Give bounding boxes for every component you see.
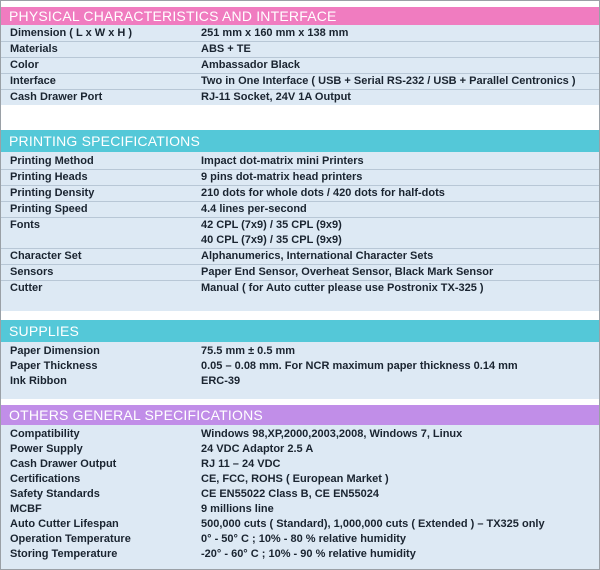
spec-row <box>1 547 599 562</box>
spec-value: ABS + TE <box>201 43 251 55</box>
spec-row <box>1 90 599 105</box>
section-header <box>1 405 599 425</box>
spec-label: Interface <box>10 75 56 87</box>
spec-label: Power Supply <box>10 443 83 455</box>
spec-value: Windows 98,XP,2000,2003,2008, Windows 7, Linux <box>201 428 463 440</box>
section-title: PHYSICAL CHARACTERISTICS AND INTERFACE <box>9 8 337 24</box>
spec-value: CE, FCC, ROHS ( European Market ) <box>201 473 389 485</box>
spec-row <box>1 154 599 170</box>
spec-value: Ambassador Black <box>201 59 301 71</box>
spec-value: 500,000 cuts ( Standard), 1,000,000 cuts ( Extended ) – TX325 only <box>201 518 545 530</box>
spec-label: Printing Heads <box>10 171 88 183</box>
spec-row <box>1 427 599 442</box>
spec-label: Safety Standards <box>10 488 100 500</box>
spec-value: Manual ( for Auto cutter please use Postronix TX-325 ) <box>201 282 484 294</box>
spec-row <box>1 359 599 374</box>
spec-row <box>1 457 599 472</box>
section-printing <box>1 130 599 311</box>
spec-row <box>1 472 599 487</box>
spec-row <box>1 202 599 218</box>
spec-label: Character Set <box>10 250 82 262</box>
spec-value: Paper End Sensor, Overheat Sensor, Black Mark Sensor <box>201 266 494 278</box>
spec-row <box>1 281 599 296</box>
section-title: OTHERS GENERAL SPECIFICATIONS <box>9 407 263 423</box>
spec-row <box>1 58 599 74</box>
spec-label: Sensors <box>10 266 54 278</box>
spec-label: Color <box>10 59 39 71</box>
spec-row <box>1 344 599 359</box>
section-general <box>1 405 599 569</box>
spec-value: 210 dots for whole dots / 420 dots for half-dots <box>201 187 445 199</box>
spec-row <box>1 517 599 532</box>
spec-label: Printing Speed <box>10 203 88 215</box>
spec-row <box>1 42 599 58</box>
spec-label: Certifications <box>10 473 81 485</box>
spec-value: 0° - 50° C ; 10% - 80 % relative humidity <box>201 533 407 545</box>
spec-value: CE EN55022 Class B, CE EN55024 <box>201 488 379 500</box>
spec-row <box>1 374 599 389</box>
spec-value: 75.5 mm ± 0.5 mm <box>201 345 296 357</box>
spec-label: Printing Method <box>10 155 94 167</box>
spec-row <box>1 170 599 186</box>
spec-row <box>1 249 599 265</box>
section-title: PRINTING SPECIFICATIONS <box>9 133 201 149</box>
spec-row <box>1 265 599 281</box>
spec-value: 24 VDC Adaptor 2.5 A <box>201 443 314 455</box>
spec-label: Ink Ribbon <box>10 375 67 387</box>
spec-value: Impact dot-matrix mini Printers <box>201 155 364 167</box>
spec-value: RJ-11 Socket, 24V 1A Output <box>201 91 351 103</box>
section-body <box>1 25 599 105</box>
spec-label: Compatibility <box>10 428 80 440</box>
spec-label: Storing Temperature <box>10 548 118 560</box>
spec-value: 42 CPL (7x9) / 35 CPL (9x9) 40 CPL (7x9) / 35 CPL (9x9) <box>201 219 342 246</box>
spec-value: 4.4 lines per-second <box>201 203 307 215</box>
section-body <box>1 342 599 399</box>
section-header <box>1 7 599 25</box>
spec-label: Cash Drawer Port <box>10 91 103 103</box>
section-supplies <box>1 320 599 399</box>
spec-label: Fonts <box>10 219 40 231</box>
spec-row <box>1 26 599 42</box>
spec-label: Materials <box>10 43 58 55</box>
spec-value: 251 mm x 160 mm x 138 mm <box>201 27 349 39</box>
spec-label: Operation Temperature <box>10 533 131 545</box>
spec-label: Cash Drawer Output <box>10 458 117 470</box>
spec-label: MCBF <box>10 503 42 515</box>
section-header <box>1 130 599 152</box>
spec-value: ERC-39 <box>201 375 241 387</box>
spec-value: 9 millions line <box>201 503 274 515</box>
spec-label: Cutter <box>10 282 43 294</box>
spec-label: Auto Cutter Lifespan <box>10 518 119 530</box>
spec-row <box>1 442 599 457</box>
spec-value: RJ 11 – 24 VDC <box>201 458 281 470</box>
spec-value: Alphanumerics, International Character Sets <box>201 250 434 262</box>
spec-value: 9 pins dot-matrix head printers <box>201 171 363 183</box>
spec-row <box>1 502 599 517</box>
spec-value: Two in One Interface ( USB + Serial RS-232 / USB + Parallel Centronics ) <box>201 75 576 87</box>
spec-label: Printing Density <box>10 187 95 199</box>
section-physical <box>1 7 599 105</box>
spec-row <box>1 487 599 502</box>
section-title: SUPPLIES <box>9 323 80 339</box>
spec-row <box>1 218 599 249</box>
spec-row <box>1 186 599 202</box>
spec-label: Dimension ( L x W x H ) <box>10 27 133 39</box>
section-body <box>1 425 599 569</box>
section-header <box>1 320 599 342</box>
spec-label: Paper Dimension <box>10 345 100 357</box>
spec-value: 0.05 – 0.08 mm. For NCR maximum paper thickness 0.14 mm <box>201 360 518 372</box>
spec-row <box>1 74 599 90</box>
spec-label: Paper Thickness <box>10 360 98 372</box>
section-body <box>1 152 599 311</box>
spec-row <box>1 532 599 547</box>
spec-value: -20° - 60° C ; 10% - 90 % relative humidity <box>201 548 416 560</box>
